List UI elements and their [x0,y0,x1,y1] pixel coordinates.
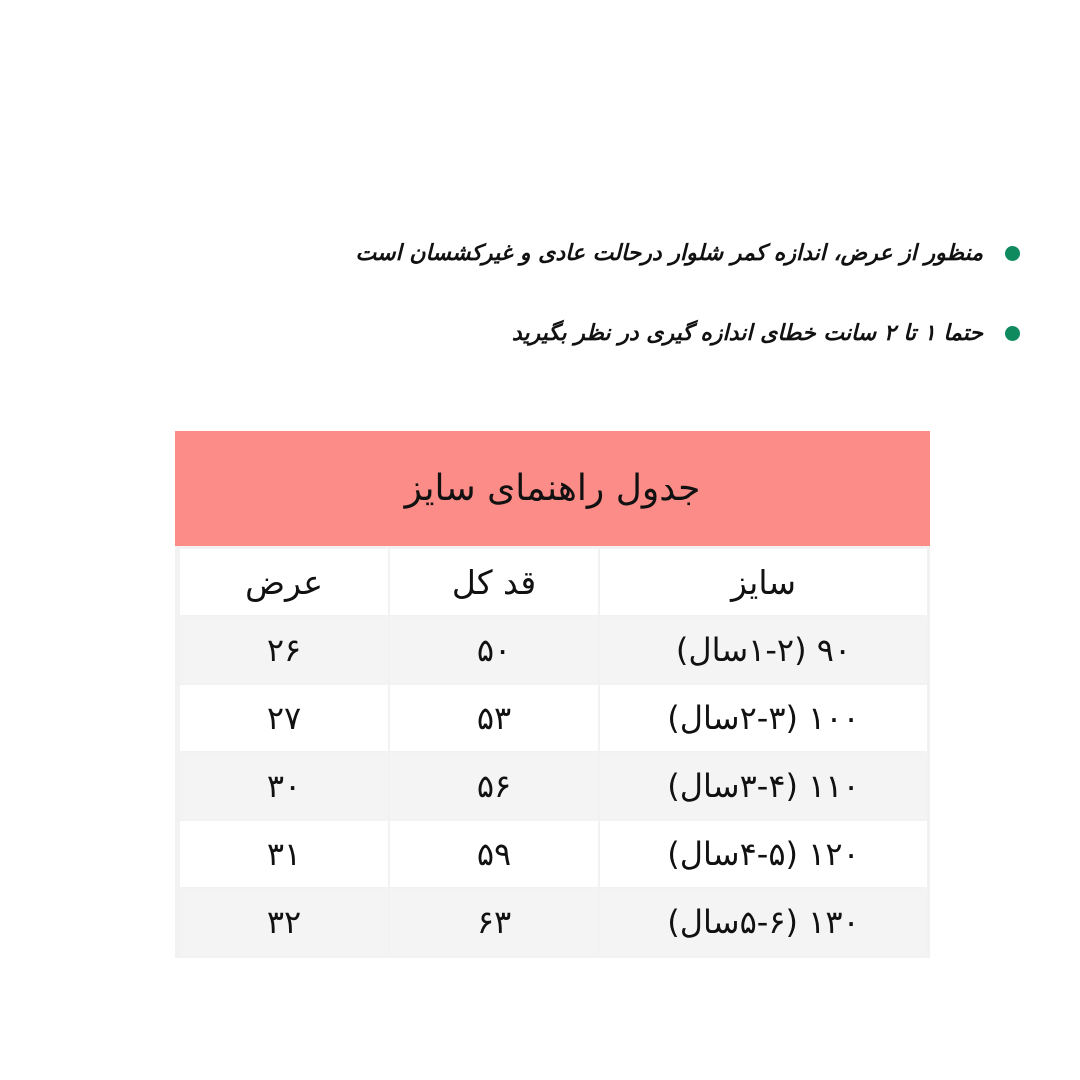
bullet-dot-icon [1005,326,1020,341]
column-header-size: سایز [600,549,927,615]
note-item [320,308,1020,358]
table-row [178,617,927,683]
cell-height: ۵۰ [390,617,598,683]
table-row [178,685,927,751]
note-text: منظور از عرض، اندازه کمر شلوار درحالت عادی و غیرکشسان است [355,240,983,266]
cell-height: ۶۳ [390,889,598,955]
cell-size: ۱۳۰ (۵-۶سال) [600,889,927,955]
cell-width: ۳۱ [180,821,388,887]
cell-height: ۵۶ [390,753,598,819]
cell-height: ۵۹ [390,821,598,887]
cell-size: ۱۰۰ (۲-۳سال) [600,685,927,751]
table-row [178,889,927,955]
table-row [178,753,927,819]
cell-height: ۵۳ [390,685,598,751]
cell-width: ۲۶ [180,617,388,683]
cell-size: ۱۱۰ (۳-۴سال) [600,753,927,819]
note-text: حتما ۱ تا ۲ سانت خطای اندازه گیری در نظر بگیرید [511,320,983,346]
table-title: جدول راهنمای سایز [175,431,930,546]
cell-width: ۳۲ [180,889,388,955]
note-item [320,228,1020,278]
bullet-dot-icon [1005,246,1020,261]
notes-list [320,228,1020,388]
size-guide-table [175,431,930,958]
column-header-width: عرض [180,549,388,615]
column-header-height: قد کل [390,549,598,615]
table-header-row [178,549,927,615]
cell-width: ۲۷ [180,685,388,751]
cell-size: ۹۰ (۱-۲سال) [600,617,927,683]
table-grid [175,546,930,958]
cell-width: ۳۰ [180,753,388,819]
cell-size: ۱۲۰ (۴-۵سال) [600,821,927,887]
table-row [178,821,927,887]
